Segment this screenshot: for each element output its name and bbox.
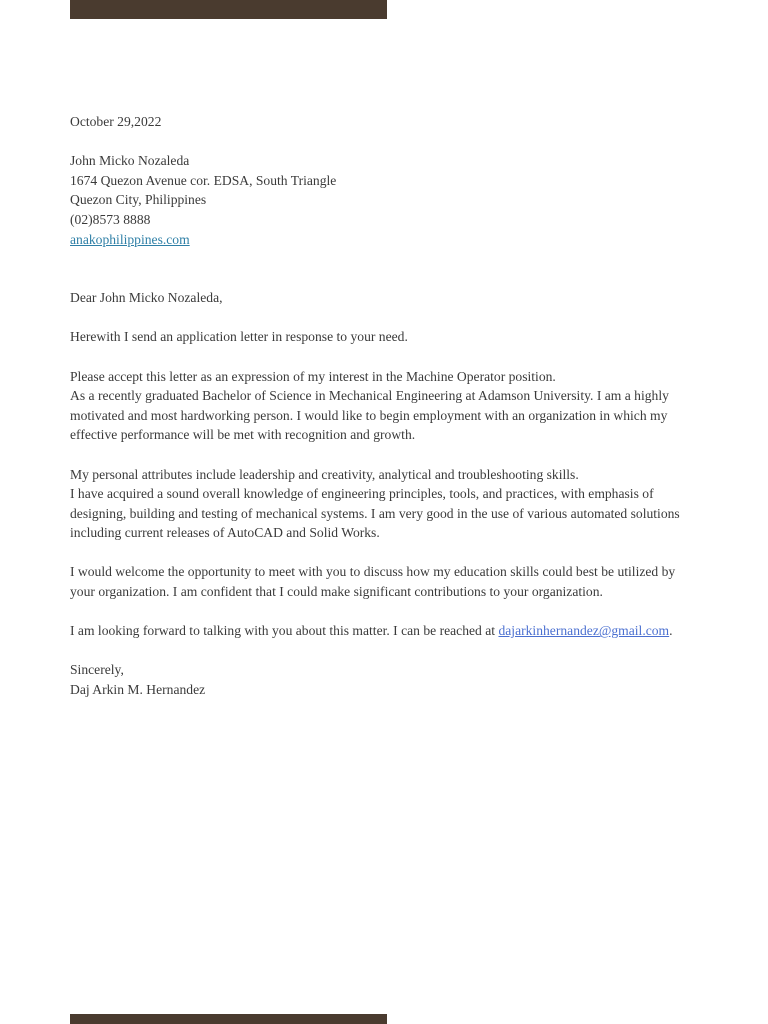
paragraph-5-end: . <box>669 623 673 639</box>
recipient-block <box>70 151 700 249</box>
paragraph-3-line: My personal attributes include leadership and creativity, analytical and troubleshooting skills. <box>70 466 579 482</box>
paragraph-5 <box>70 621 700 641</box>
header-accent-bar <box>70 0 387 19</box>
letter-body <box>70 112 700 700</box>
paragraph-1: Herewith I send an application letter in response to your need. <box>70 329 408 345</box>
paragraph-3-line: I have acquired a sound overall knowledge of engineering principles, tools, and practices, with emphasis of <box>70 486 654 502</box>
signature-name: Daj Arkin M. Hernandez <box>70 682 206 698</box>
paragraph-3 <box>70 465 700 543</box>
paragraph-2-line: motivated and most hardworking person. I would like to begin employment with an organization in which my <box>70 407 668 423</box>
paragraph-5-text: I am looking forward to talking with you about this matter. I can be reached at <box>70 623 499 639</box>
footer-accent-bar <box>70 1014 387 1024</box>
paragraph-2-line: effective performance will be met with recognition and growth. <box>70 427 416 443</box>
paragraph-4-line: your organization. I am confident that I could make significant contributions to your organization. <box>70 584 603 600</box>
letter-date: October 29,2022 <box>70 114 162 129</box>
recipient-address-line2: Quezon City, Philippines <box>70 192 207 208</box>
salutation: Dear John Micko Nozaleda, <box>70 290 223 306</box>
paragraph-2-line: As a recently graduated Bachelor of Science in Mechanical Engineering at Adamson University. I am a highly <box>70 388 669 404</box>
paragraph-2-line: Please accept this letter as an expression of my interest in the Machine Operator position. <box>70 368 556 384</box>
paragraph-3-line: including current releases of AutoCAD and Solid Works. <box>70 525 380 541</box>
recipient-phone: (02)8573 8888 <box>70 211 151 227</box>
paragraph-2 <box>70 367 700 445</box>
recipient-name: John Micko Nozaleda <box>70 153 190 169</box>
paragraph-3-line: designing, building and testing of mechanical systems. I am very good in the use of various automated solutions <box>70 505 680 521</box>
paragraph-4-line: I would welcome the opportunity to meet with you to discuss how my education skills could best be utilized by <box>70 564 676 580</box>
recipient-website-link[interactable]: anakophilippines.com <box>70 231 190 247</box>
closing: Sincerely, <box>70 662 124 678</box>
email-link[interactable]: dajarkinhernandez@gmail.com <box>498 623 670 639</box>
recipient-address-line1: 1674 Quezon Avenue cor. EDSA, South Triangle <box>70 172 337 188</box>
paragraph-4 <box>70 562 700 601</box>
